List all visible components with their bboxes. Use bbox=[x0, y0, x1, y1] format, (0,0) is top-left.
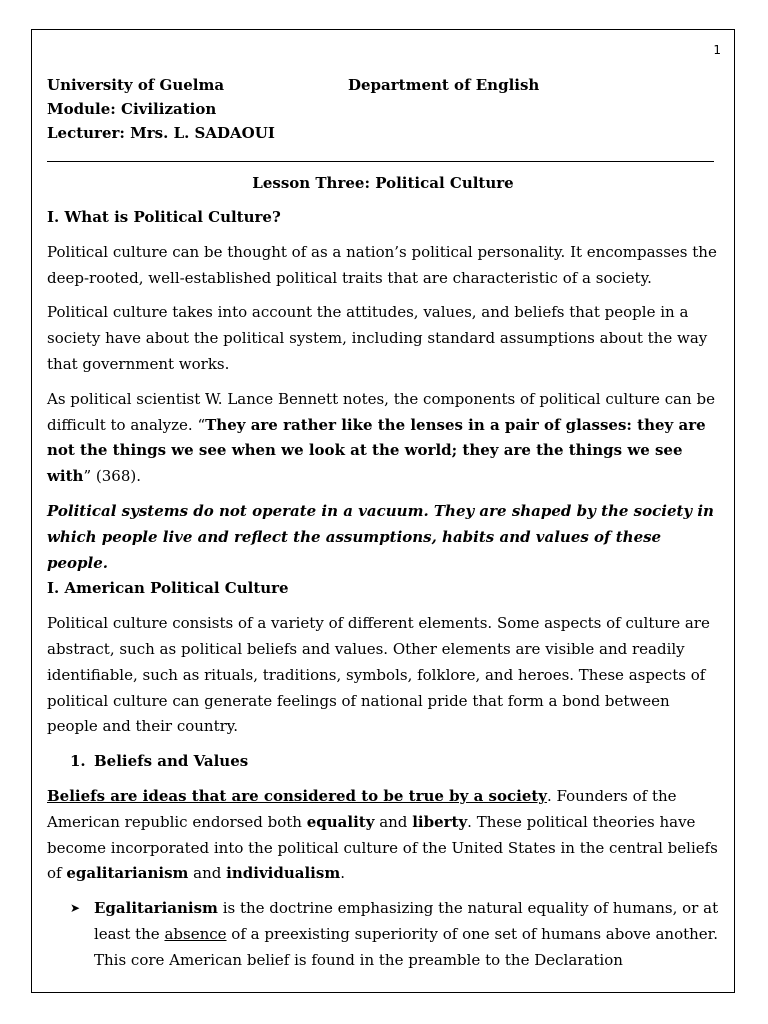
paragraph-beliefs bbox=[47, 784, 719, 887]
section-heading-what-is: I. What is Political Culture? bbox=[47, 208, 281, 226]
term-absence: absence bbox=[164, 924, 227, 943]
bennett-text-start: As political scientist W. Lance Bennett notes, the components of political culture can be difficult to analyze. “ bbox=[47, 389, 715, 434]
lecturer-line: Lecturer: Mrs. L. SADAOUI bbox=[47, 124, 275, 142]
bullet-term: Egalitarianism bbox=[94, 899, 218, 918]
header-row-1 bbox=[47, 73, 719, 97]
document-page bbox=[31, 29, 735, 993]
department-name: Department of English bbox=[348, 76, 540, 94]
emphasis-statement: Political systems do not operate in a vacuum. They are shaped by the society in which people live and reflect the assumptions, habits and values of these people. bbox=[47, 501, 714, 572]
beliefs-definition: Beliefs are ideas that are considered to be true by a society bbox=[47, 786, 548, 805]
subsection-title: Beliefs and Values bbox=[94, 752, 249, 771]
paragraph-elements: Political culture consists of a variety of different elements. Some aspects of culture are abstract, such as political beliefs and values. Other elements are visible and readily identifiable, such as rituals, traditions, symbols, folklore, and heroes. These aspects of political culture can generate feelings of national pride that form a bond between people and their country. bbox=[47, 614, 710, 736]
beliefs-text-2: and bbox=[374, 812, 413, 831]
bullet-egalitarianism bbox=[47, 896, 719, 973]
paragraph-personality: Political culture can be thought of as a nation’s political personality. It encompasses the deep-rooted, well-established political traits that are characteristic of a society. bbox=[47, 242, 717, 287]
beliefs-text-4: and bbox=[188, 864, 227, 883]
lesson-title: Lesson Three: Political Culture bbox=[252, 174, 514, 192]
beliefs-text-5: . bbox=[340, 864, 345, 883]
term-equality: equality bbox=[306, 812, 375, 831]
bullet-text-1: is the doctrine emphasizing the natural equality of humans, or at least the bbox=[94, 899, 719, 943]
module-line: Module: Civilization bbox=[47, 100, 217, 118]
arrow-bullet-icon: ➤ bbox=[70, 901, 81, 916]
page-content bbox=[47, 73, 719, 974]
term-individualism: individualism bbox=[226, 864, 341, 883]
header-divider bbox=[47, 161, 714, 162]
bullet-text-2: of a preexisting superiority of one set of humans above another. This core American belief is found in the preamble to the Declaration bbox=[94, 924, 718, 969]
beliefs-text-1: . Founders of the American republic endorsed both bbox=[47, 786, 677, 831]
term-liberty: liberty bbox=[412, 812, 468, 831]
page-number: 1 bbox=[713, 43, 721, 57]
section-heading-american: I. American Political Culture bbox=[47, 579, 289, 598]
paragraph-bennett bbox=[47, 387, 719, 490]
bennett-text-end: ” (368). bbox=[83, 467, 141, 486]
subsection-number: 1. bbox=[70, 752, 86, 771]
university-name: University of Guelma bbox=[47, 76, 225, 94]
beliefs-text-3: . These political theories have become incorporated into the political culture of the United States in the central beliefs of bbox=[47, 812, 718, 883]
subsection-heading-beliefs bbox=[70, 749, 719, 775]
paragraph-attitudes: Political culture takes into account the attitudes, values, and beliefs that people in a society have about the political system, including standard assumptions about the way that government works. bbox=[47, 303, 708, 373]
bennett-quote: They are rather like the lenses in a pair of glasses: they are not the things we see when we look at the world; they are the things we see with bbox=[47, 415, 706, 486]
term-egalitarianism: egalitarianism bbox=[66, 864, 189, 883]
